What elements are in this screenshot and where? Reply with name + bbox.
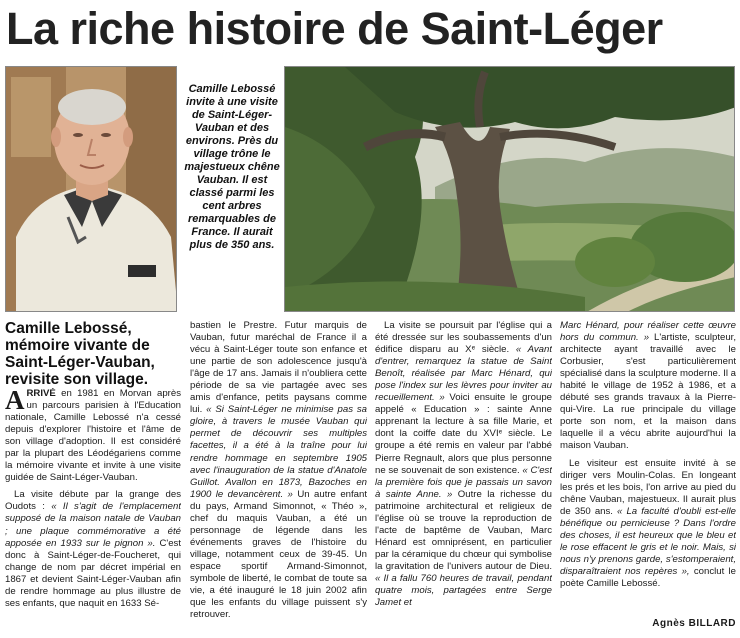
paragraph: bastien le Prestre. Futur marquis de Vauban, futur maréchal de France il a vécu à Saint-Léger toute son enfance et une partie de son adolescence jusqu'à l'âge de 17 ans. Jamais il n'oubliera cette période de sa vie partagée avec ses amis d'enfance, petits paysans comme lui. « Si Saint-Léger ne minimise pas sa gloire, à travers le musée Vauban qui permet de découvrir ses multiples facettes, il a été à la traîne pour lui rendre hommage en septembre 1905 avec l'inauguration de la statue d'Anatole Guillot. Avallon en 1873, Bazoches en 1900 le devancèrent. » Un autre enfant du pays, Armand Simonnot, « Théo », chef du maquis Vauban, a été un personnage de légende dans les événements graves de l'histoire du village, notamment ceux de 39-45. Un espace sportif Armand-Simonnot, symbole de liberté, le combat de toute sa vie, a été inauguré le 18 juin 2002 afin que les enfants du village puissent s'y retrouver. xyxy=(190,320,367,621)
lead-word: RRIVÉ xyxy=(26,388,56,399)
article-column-3 xyxy=(375,320,552,634)
quote: « La faculté d'oubli est-elle bénéfique ou pernicieuse ? Dans l'ordre des choses, il est heureux que le bleu et le rose effacent le gris et le noir. Mais, si nous n'y prenons garde, s'estomperaient, disparaîtraient nos repères », xyxy=(560,505,736,577)
byline: Agnès BILLARD xyxy=(652,618,736,629)
quote: Marc Hénard, pour réaliser cette œuvre hors du commun. » xyxy=(560,320,736,344)
article-column-1 xyxy=(5,388,181,634)
paragraph: La visite débute par la grange des Oudots : « Il s'agit de l'emplacement supposé de la maison natale de Vauban ; une plaque commémorative a été apposée en 1933 sur le pignon ». C'est donc à Saint-Léger-de-Foucheret, qui change de nom par décret impérial en 1867 et devient Saint-Léger-Vauban afin de rendre hommage au plus illustre de ses enfants, que naquit en 1633 Sé- xyxy=(5,489,181,609)
quote: « Il a fallu 760 heures de travail, pendant quatre mois, partagées entre Serge Jamet et xyxy=(375,572,552,609)
landscape-photo xyxy=(284,66,735,312)
drop-cap: A xyxy=(5,388,25,415)
quote: « Il s'agit de l'emplacement supposé de la maison natale de Vauban ; une plaque commémorative a été apposée en 1933 sur le pignon ». xyxy=(5,501,181,549)
article-column-4 xyxy=(560,320,736,614)
quote: « Si Saint-Léger ne minimise pas sa gloire, à travers le musée Vauban qui permet de découvrir ses multiples facettes, il a été à la traîne pour lui rendre hommage en septembre 1905 avec l'inauguration de la statue d'Anatole Guillot. Avallon en 1873, Bazoches en 1900 le devancèrent. » xyxy=(190,404,367,500)
portrait-photo xyxy=(5,66,177,312)
paragraph: Marc Hénard, pour réaliser cette œuvre hors du commun. » L'artiste, sculpteur, architecte ayant travaillé avec le Corbusier, s'est particulièrement spécialisé dans la sculpture moderne. Il a habité le village de 1952 à 1986, et a débuté ses grands travaux à la Pierre-qui-Vire. La rue principale du village porte son nom, et la maison dans laquelle il a vécu abrite aujourd'hui la maison Vauban. xyxy=(560,320,736,452)
paragraph: La visite se poursuit par l'église qui a été dressée sur les soubassements d'un édifice disparu au Xᵉ siècle. « Avant d'entrer, remarquez la statue de Saint Benoît, réalisée par Marc Hénard, qui pose l'index sur les lèvres pour inviter au recueillement. » Voici ensuite le groupe appelé « Education » : sainte Anne apprenant la lecture à sa fille Marie, et dont la coiffe date du XVIᵉ siècle. Le groupe a été remis en valeur par l'abbé Pierre Regnault, alors que plus personne ne se souvenait de son existence. « C'est la première fois que je passais un savon à sainte Anne. » Outre la richesse du patrimoine architectural et religieux de l'église où se trouve la reproduction de l'acte de baptême de Vauban, Marc Hénard est omniprésent, en particulier par la céramique du chœur qui symbolise la gravitation de l'univers autour de Dieu. « Il a fallu 760 heures de travail, pendant quatre mois, partagées entre Serge Jamet et xyxy=(375,320,552,609)
paragraph: ARRIVÉ en 1981 en Morvan après un parcours parisien à l'Education nationale, Camille Lebossé n'a cessé depuis d'explorer l'histoire et l'âme de son village d'adoption. Il est considéré par la plupart des Léodégariens comme la mémoire vivante et invite à une visite guidée de Saint-Léger-Vauban. xyxy=(5,388,181,484)
quote: « C'est la première fois que je passais un savon à sainte Anne. » xyxy=(375,464,552,500)
article-headline: La riche histoire de Saint-Léger xyxy=(6,3,663,54)
article-deck: Camille Lebossé, mémoire vivante de Saint-Léger-Vauban, revisite son village. xyxy=(5,320,155,388)
paragraph: Le visiteur est ensuite invité à se diriger vers Moulin-Colas. En longeant les prés et les bois, l'on arrive au pied du chêne Vauban, majestueux. Il aurait plus de 350 ans. « La faculté d'oubli est-elle bénéfique ou pernicieuse ? Dans l'ordre des choses, il est heureux que le bleu et le rose effacent le gris et le noir. Mais, si nous n'y prenons garde, s'estomperaient, disparaîtraient nos repères », conclut le poète Camille Lebossé. xyxy=(560,457,736,589)
photo-caption: Camille Lebossé invite à une visite de Saint-Léger-Vauban et des environs. Près du village trône le majestueux chêne Vauban. Il est classé parmi les cent arbres remarquables de France. Il aurait plus de 350 ans. xyxy=(184,83,280,251)
article-column-2 xyxy=(190,320,367,634)
quote: « Avant d'entrer, remarquez la statue de Saint Benoît, réalisée par Marc Hénard, qui pose l'index sur les lèvres pour inviter au recueillement. » xyxy=(375,344,552,404)
